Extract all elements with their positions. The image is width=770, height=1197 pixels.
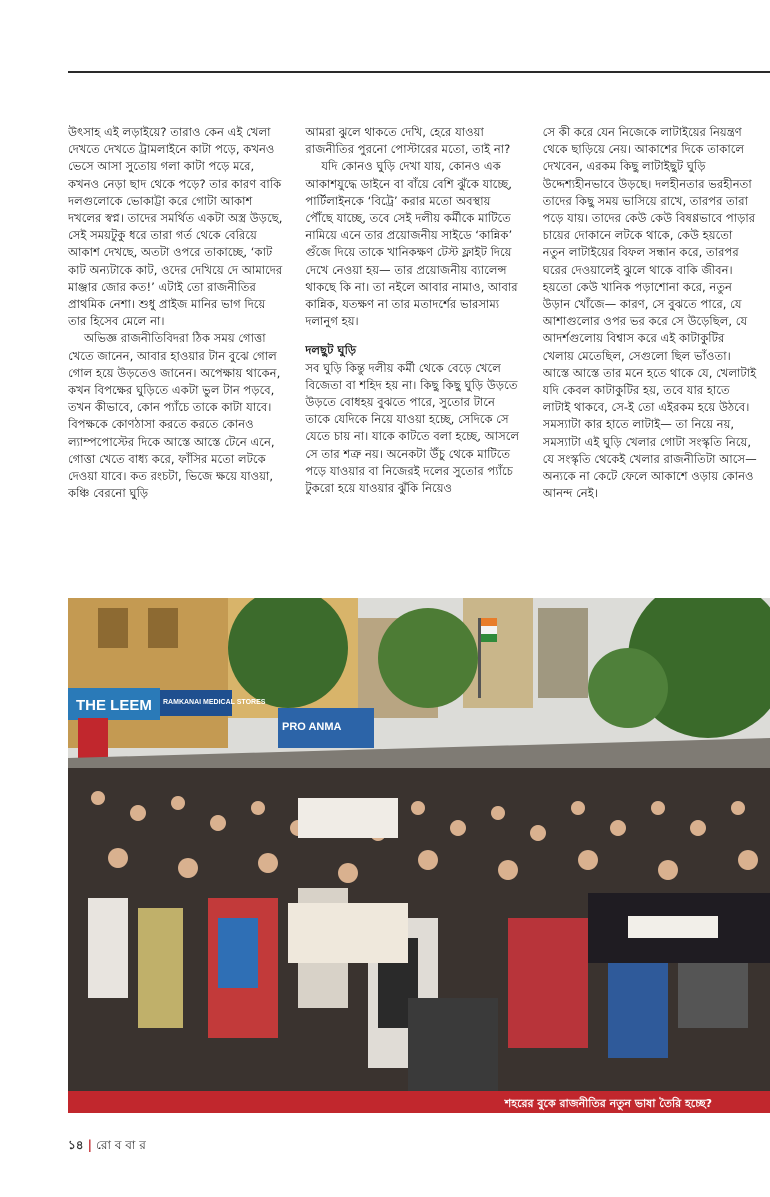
page-number: ১৪: [68, 1138, 84, 1152]
top-rule: [68, 71, 770, 73]
magazine-name: রো ব বা র: [95, 1138, 146, 1152]
paragraph: যদি কোনও ঘুড়ি দেখা যায়, কোনও এক আকাশযুদ্ধে ডাইনে বা বাঁয়ে বেশি ঝুঁকে যাচ্ছে, পার্টিলাইনকে ‘বিট্রে’ করার মতো অবস্থায় পৌঁছে যাচ্ছে, তবে সেই দলীয় কর্মীকে মাটিতে নামিয়ে এনে তার প্রয়োজনীয় সাইডে ‘কান্নিক’ গুঁজে দিয়ে তাকে খানিকক্ষণ টেস্ট ফ্লাইট দিয়ে দেখে নেওয়া হয়— তার প্রয়োজনীয় ব্যালেন্স থাকছে কি না। তা নইলে আবার নামাও, আবার কান্নিক, যতক্ষণ না তার মতাদর্শের ভারসাম্য দলানুগ হয়।: [305, 159, 518, 329]
shop-sign: THE LEEM: [76, 697, 152, 714]
footer-separator: |: [87, 1138, 92, 1152]
protest-rally-photo: [68, 598, 770, 1091]
column-3: [543, 124, 758, 574]
paragraph: সব ঘুড়ি কিন্তু দলীয় কর্মী থেকে বেড়ে খেলে বিজেতা বা শহিদ হয় না। কিছু কিছু ঘুড়ি উড়তে উড়তে বোধহয় বুঝতে পারে, সুতোর টানে তাকে যেদিকে নিয়ে যাওয়া হচ্ছে, সেদিকে সে যেতে চায় না। যাকে কাটতে বলা হচ্ছে, আসলে সে তার শত্রু নয়। অনেকটা উঁচু থেকে মাটিতে পড়ে যাওয়ার বা নিজেরই দলের সুতোর প্যাঁচে টুকরো হয়ে যাওয়ার ঝুঁকি নিয়েও: [305, 360, 520, 496]
photo-caption: শহরের বুকে রাজনীতির নতুন ভাষা তৈরি হচ্ছে?: [504, 1097, 712, 1110]
paragraph: সে কী করে যেন নিজেকে লাটাইয়ের নিয়ন্ত্রণ থেকে ছাড়িয়ে নেয়। আকাশের দিকে তাকালে দেখবেন, এরকম কিছু লাটাইছুট ঘুড়ি উদ্দেশ্যহীনভাবে উড়ছে। দলহীনতার ভরহীনতা তাদের কিছু সময় ভাসিয়ে রাখে, তারপর তারা পড়ে যায়। তাদের কেউ কেউ বিষণ্ণভাবে পাড়ার চায়ের দোকানে লটকে থাকে, কেউ হয়তো নতুন লাটাইয়ের বিফল সন্ধান করে, তারপর ঘরের দেওয়ালেই ঝুলে থাকে বাকি জীবন। হয়তো কেউ খানিক পড়াশোনা করে, নতুন উড়ান খোঁজে— কারণ, সে বুঝতে পারে, যে আশাগুলোর ওপর ভর করে সে উড়েছিল, যে আদর্শগুলোয় বিশ্বাস করে এই কাটাকুটির খেলায় মেতেছিল, সেগুলো ছিল ভাঁওতা। আস্তে আস্তে তার মনে হতে থাকে যে, খেলাটাই যদি কেবল কাটাকুটির হয়, তবে যার হাতে লাটাই থাকবে, সে-ই তো এইরকম হয়ে উঠবে। সমস্যাটা কার হাতে লাটাই— তা নিয়ে নয়, সমস্যাটা এই ঘুড়ি খেলার গোটা সংস্কৃতি নিয়ে, যে সংস্কৃতি থেকেই খেলার রাজনীতিটা আসে— অন্যকে না কেটে ফেলে আকাশে ওড়ায় কোনও আনন্দ নেই।: [542, 125, 757, 501]
section-subheading: দলছুট ঘুড়ি: [305, 343, 357, 358]
article-body: [68, 124, 758, 574]
column-2: [305, 124, 520, 574]
shop-sign: PRO ANMA: [282, 721, 342, 733]
paragraph: উৎসাহ এই লড়াইয়ে? তারাও কেন এই খেলা দেখতে দেখতে ট্রামলাইনে কাটা পড়ে, কখনও ভেসে আসা সুতোয় গলা কাটা পড়ে মরে, কখনও নেড়া ছাদ থেকে পড়ে? তার কারণ বাকি দলগুলোকে ভোকাট্টা করে গোটা আকাশ দখলের স্বপ্ন। তাদের সমর্থিত একটা অস্ত্র উড়ছে, সেই সময়টুকু ধরে তারা গর্ত থেকে বেরিয়ে আকাশ দেখছে, অতটা ওপরে তাকাচ্ছে, ‘কাট কাট অন্যটাকে কাট, ওদের দেখিয়ে দে আমাদের মাঞ্জার জোর কত!’ এটাই তো রাজনীতির প্রাথমিক নেশা। শুধু প্রাইজ মানির ভাগ দিয়ে তার হিসেব মেলে না।: [68, 125, 283, 329]
column-1: [68, 124, 283, 574]
caption-bar: [68, 1091, 770, 1113]
paragraph: অভিজ্ঞ রাজনীতিবিদরা ঠিক সময় গোত্তা খেতে জানেন, আবার হাওয়ার টান বুঝে গোল গোল হয়ে উড়তেও জানেন। অপেক্ষায় থাকেন, কখন বিপক্ষের ঘুড়িতে একটা ভুল টান পড়বে, তখন কীভাবে, কোন প্যাঁচে তাকে কাটা যাবে। বিপক্ষকে কোণঠাসা করতে করতে কোনও ল্যাম্পপোস্টের দিকে আস্তে আস্তে টেনে এনে, গোত্তা খেতে বাধ্য করে, ফাঁসির মতো লটকে দেওয়া যাবে। কত রংচটা, ভিজে ক্ষয়ে যাওয়া, কঞ্চি বেরনো ঘুড়ি: [68, 331, 281, 501]
shop-sign: RAMKANAI MEDICAL STORES: [163, 699, 266, 706]
page-footer: [68, 1137, 146, 1157]
paragraph: আমরা ঝুলে থাকতে দেখি, হেরে যাওয়া রাজনীতির পুরনো পোস্টারের মতো, তাই না?: [305, 125, 511, 157]
